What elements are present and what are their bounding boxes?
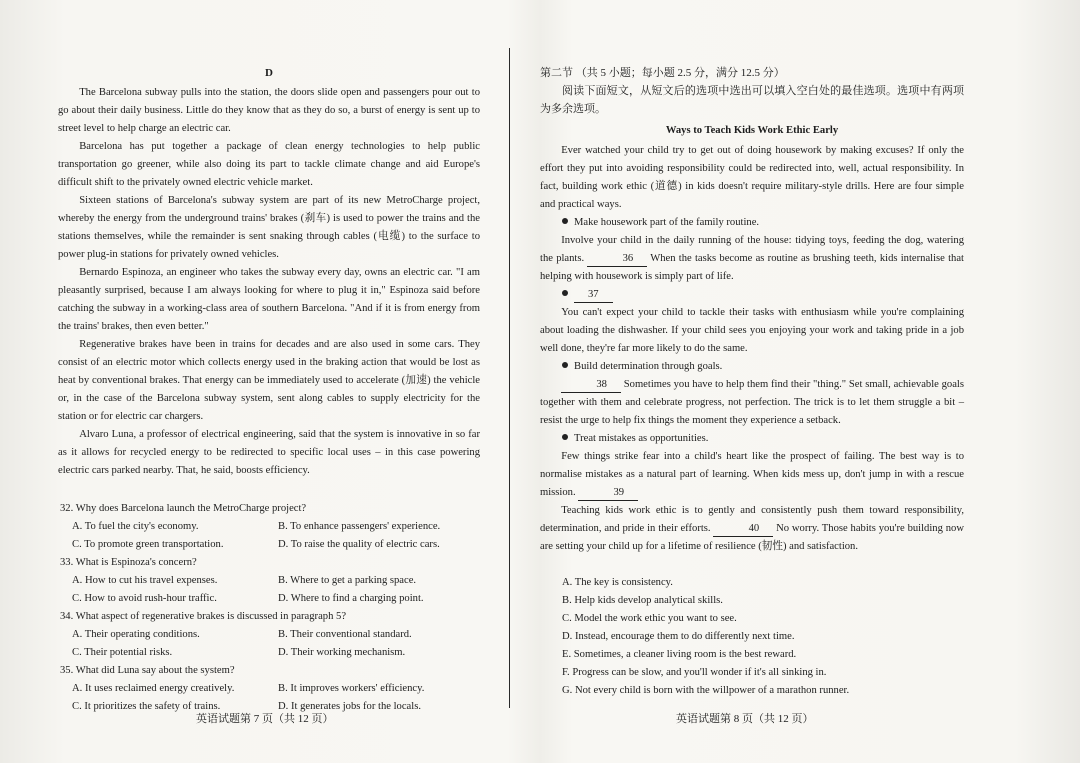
blank-40[interactable]: 40 (713, 522, 773, 537)
passage-title: Ways to Teach Kids Work Ethic Early (665, 125, 839, 136)
passage-paragraph: The Barcelona subway pulls into the station, the doors slide open and passengers pour out to go about their daily business. Little do they know that as they do so, a burst of energy is sent up to street level to help charge an electric car. (58, 87, 480, 134)
option-a[interactable]: A. It uses reclaimed energy creatively. (72, 683, 235, 694)
choice-c[interactable]: C. Model the work ethic you want to see. (562, 613, 737, 624)
section-letter: D (265, 67, 273, 79)
blank-36[interactable]: 36 (587, 252, 647, 267)
bullet-point (540, 286, 964, 304)
option-a[interactable]: A. Their operating conditions. (72, 629, 200, 640)
passage-paragraph: Regenerative brakes have been in trains for decades and are also used in some cars. They consist of an electric motor which collects energy used in the braking action that would be lost as heat by conventional brakes. That energy can be immediately used to accelerate (加速) the vehicle or, in the case of the Barcelona subway system, sent along cables to supply electricity for the station or for electric car chargers. (58, 339, 480, 422)
option-c[interactable]: C. How to avoid rush-hour traffic. (72, 593, 217, 604)
option-b[interactable]: B. Where to get a parking space. (278, 575, 417, 586)
section-heading: 第二节 （共 5 小题；每小题 2.5 分，满分 12.5 分） (540, 67, 785, 79)
option-b[interactable]: B. Their conventional standard. (278, 629, 412, 640)
passage-paragraph: You can't expect your child to tackle their tasks with enthusiasm while you're complaining about loading the dishwasher. If your child sees you enjoying your work and taking pride in a job well done, they're far more likely to do the same. (540, 307, 964, 354)
option-d[interactable]: D. Where to find a charging point. (278, 593, 424, 604)
option-c[interactable]: C. To promote green transportation. (72, 539, 224, 550)
bullet-point (540, 430, 964, 448)
text: Involve your child in the daily running of the house: tidying toys, feeding the dog, watering the plants. (540, 235, 964, 264)
question-34 (58, 608, 480, 662)
bullet-dot-icon (562, 434, 568, 440)
section-instruction: 阅读下面短文，从短文后的选项中选出可以填入空白处的最佳选项。选项中有两项为多余选项。 (540, 85, 964, 115)
option-c[interactable]: C. It prioritizes the safety of trains. (72, 701, 221, 712)
blank-38[interactable]: 38 (561, 378, 621, 393)
right-page (540, 64, 964, 700)
option-a[interactable]: A. To fuel the city's economy. (72, 521, 199, 532)
question-33 (58, 554, 480, 608)
choice-a[interactable]: A. The key is consistency. (562, 577, 673, 588)
choice-e[interactable]: E. Sometimes, a cleaner living room is the best reward. (562, 649, 797, 660)
question-stem: 33. What is Espinoza's concern? (60, 557, 197, 568)
option-d[interactable]: D. To raise the quality of electric cars. (278, 539, 440, 550)
choice-g[interactable]: G. Not every child is born with the willpower of a marathon runner. (562, 685, 850, 696)
question-32 (58, 500, 480, 554)
bullet-dot-icon (562, 362, 568, 368)
question-35 (58, 662, 480, 716)
page-fold-divider (509, 48, 510, 708)
passage-paragraph: Sixteen stations of Barcelona's subway system are part of its new MetroCharge project, whereby the energy from the underground trains' brakes (刹车) is used to power the trains and the stations themselves, while the remainder is sent snaking through cables (电缆) to the surface to power plug-in stations for privately owned vehicles. (58, 195, 480, 260)
option-d[interactable]: D. Their working mechanism. (278, 647, 406, 658)
option-a[interactable]: A. How to cut his travel expenses. (72, 575, 218, 586)
bullet-point (540, 214, 964, 232)
passage-paragraph (540, 448, 964, 502)
question-stem: 34. What aspect of regenerative brakes is discussed in paragraph 5? (60, 611, 347, 622)
bullet-point (540, 358, 964, 376)
option-b[interactable]: B. To enhance passengers' experience. (278, 521, 441, 532)
text: When the tasks become as routine as brushing teeth, kids internalise that helping with housework is simply part of life. (540, 253, 964, 282)
page-footer-right: 英语试题第 8 页（共 12 页） (676, 713, 814, 725)
bullet-text: Build determination through goals. (574, 361, 723, 372)
blank-37[interactable]: 37 (574, 288, 613, 303)
passage-paragraph (540, 502, 964, 556)
text: Teaching kids work ethic is to gently and consistently push them toward responsibility, determination, and pride in their efforts. (540, 505, 964, 534)
left-page (58, 64, 480, 716)
option-d[interactable]: D. It generates jobs for the locals. (278, 701, 421, 712)
choice-b[interactable]: B. Help kids develop analytical skills. (562, 595, 723, 606)
question-list (58, 500, 480, 716)
passage-paragraph: Barcelona has put together a package of clean energy technologies to help public transportation go greener, while also doing its part to tackle climate change and aid Europe's difficult shift to the privately owned electric vehicle market. (58, 141, 480, 188)
choice-f[interactable]: F. Progress can be slow, and you'll wonder if it's all sinking in. (562, 667, 827, 678)
question-stem: 32. Why does Barcelona launch the MetroCharge project? (60, 503, 307, 514)
bullet-text: Treat mistakes as opportunities. (574, 433, 709, 444)
passage-intro: Ever watched your child try to get out of doing housework by making excuses? If only the effort they put into avoiding responsibility could be redirected into, well, actual responsibility. In fact, building work ethic (道德) in kids doesn't require military-style drills. Here are four simple and practical ways. (540, 145, 964, 210)
choice-list (540, 574, 964, 700)
option-b[interactable]: B. It improves workers' efficiency. (278, 683, 425, 694)
option-c[interactable]: C. Their potential risks. (72, 647, 173, 658)
bullet-dot-icon (562, 218, 568, 224)
passage-paragraph: Alvaro Luna, a professor of electrical engineering, said that the system is innovative in so far as it allows for recycled energy to be redirected to specific local uses – in this case powering electric cars parked nearby. That, he said, boosts efficiency. (58, 429, 480, 476)
bullet-dot-icon (562, 290, 568, 296)
passage-paragraph: Bernardo Espinoza, an engineer who takes the subway every day, owns an electric car. "I am pleasantly surprised, because I am always looking for where to plug it in," Espinoza said before catching the subway in a working-class area of southern Barcelona. "And if it is from energy from the trains' brakes, then even better." (58, 267, 480, 332)
passage-paragraph (540, 376, 964, 430)
passage-paragraph (540, 232, 964, 286)
question-stem: 35. What did Luna say about the system? (60, 665, 235, 676)
blank-39[interactable]: 39 (578, 486, 638, 501)
text: Few things strike fear into a child's heart like the prospect of failing. The best way is to normalise mistakes as a natural part of learning. When kids mess up, don't jump in with a rescue mission. (540, 451, 964, 498)
text: No worry. Those habits you're building now are setting your child up for a lifetime of resilience (韧性) and satisfaction. (540, 523, 964, 552)
page-footer-left: 英语试题第 7 页（共 12 页） (196, 713, 334, 725)
bullet-text: Make housework part of the family routine. (574, 217, 760, 228)
choice-d[interactable]: D. Instead, encourage them to do differently next time. (562, 631, 795, 642)
text: Sometimes you have to help them find their "thing." Set small, achievable goals together with them and celebrate progress, not perfection. The trick is to let them struggle a bit – resist the urge to help fix things the moment they experience a setback. (540, 379, 964, 426)
